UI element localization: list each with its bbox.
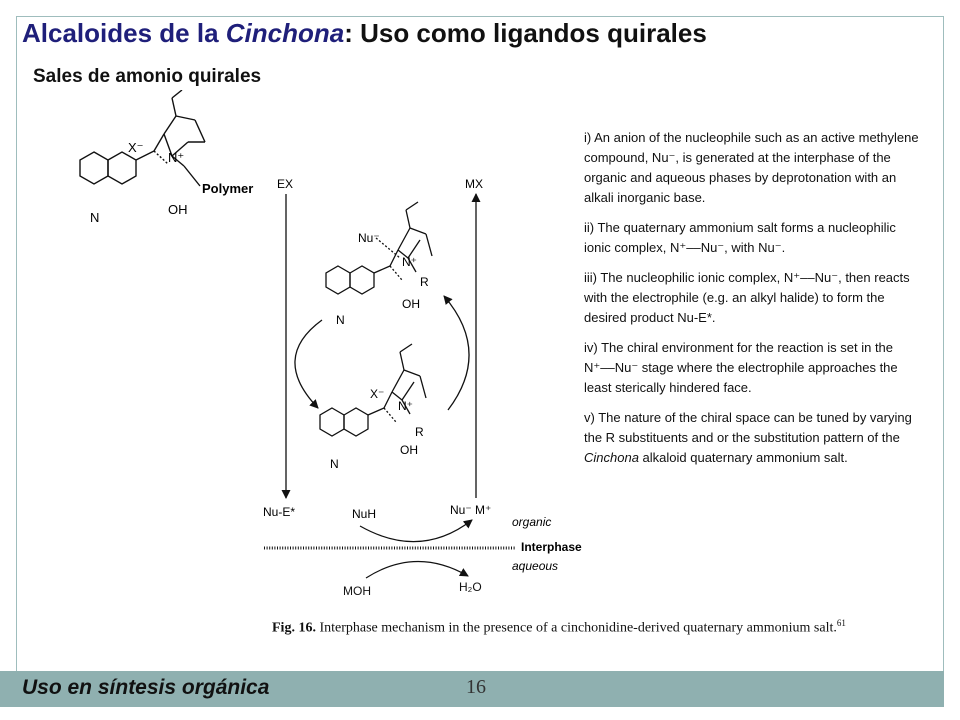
note-2: ii) The quaternary ammonium salt forms a nucleophilic ionic complex, N⁺––Nu⁻, with Nu⁻. [584, 220, 896, 255]
quinoline-ring-a [80, 152, 108, 184]
note-5-text: v) The nature of the chiral space can be tuned by varying the R substituents and or the substitution pattern of the [584, 410, 912, 445]
product-label: Nu-E* [263, 505, 296, 519]
lower-substituent: R [415, 425, 424, 439]
lower-phase-arrow [366, 561, 468, 578]
cycle-arrow-left [295, 320, 322, 408]
note-5 [584, 408, 924, 468]
mechanism-diagram [60, 90, 660, 580]
note-3: iii) The nucleophilic ionic complex, N⁺––Nu⁻, then reacts with the electrophile (e.g. an alkyl halide) to form the desired product Nu-E*. [584, 270, 910, 325]
lower-ring-n: N [330, 457, 339, 471]
upper-nucleophile: Nu⁻ [358, 231, 380, 245]
caption-label: Fig. 16. [272, 620, 316, 636]
caption-ref: 61 [836, 618, 846, 628]
upper-hydroxyl: OH [402, 297, 420, 311]
slide-title [22, 18, 707, 49]
polymer-salt-structure [80, 90, 205, 186]
polymer-label: Polymer [202, 181, 254, 196]
figure-caption [272, 618, 846, 637]
ex-label: EX [277, 177, 294, 191]
upper-ring-n: N [336, 313, 345, 327]
nu-m-label: Nu⁻ M⁺ [450, 503, 492, 517]
polymer-ring-n: N [90, 210, 100, 225]
aqueous-label: aqueous [512, 559, 559, 573]
organic-label: organic [512, 515, 552, 529]
polymer-counterion: X⁻ [128, 140, 144, 155]
polymer-hydroxyl: OH [168, 202, 188, 217]
mechanism-notes [584, 128, 924, 478]
upper-phase-arrow [360, 520, 472, 542]
nuh-label: NuH [352, 507, 377, 521]
water-label: H₂O [459, 580, 482, 594]
note-5-tail: alkaloid quaternary ammonium salt. [638, 450, 848, 465]
upper-complex-structure [326, 202, 432, 294]
page-number: 16 [466, 676, 486, 698]
footer-text: Uso en síntesis orgánica [22, 676, 270, 699]
lower-counterion: X⁻ [370, 387, 385, 401]
lower-hydroxyl: OH [400, 443, 418, 457]
title-prefix: Alcaloides de la [22, 18, 226, 48]
upper-substituent: R [420, 275, 429, 289]
note-5-italic: Cinchona [584, 450, 639, 465]
interphase-label: Interphase [521, 540, 582, 554]
note-1: i) An anion of the nucleophile such as an active methylene compound, Nu⁻, is generated at the interphase of the organic and aqueous phases by deprotonation with an alkali inorganic base. [584, 130, 919, 205]
caption-text: Interphase mechanism in the presence of a cinchonidine-derived quaternary ammonium salt. [315, 620, 837, 636]
upper-ammonium: N⁺ [402, 255, 417, 269]
title-suffix: : Uso como ligandos quirales [344, 18, 707, 48]
polymer-ammonium: N⁺ [168, 150, 185, 165]
quinoline-ring-b [108, 152, 136, 184]
slide-subtitle: Sales de amonio quirales [33, 66, 262, 87]
cycle-arrow-right [444, 296, 469, 410]
lower-ammonium: N⁺ [398, 399, 413, 413]
moh-label: MOH [343, 584, 371, 598]
mx-label: MX [465, 177, 483, 191]
title-italic: Cinchona [225, 18, 345, 48]
note-4: iv) The chiral environment for the reaction is set in the N⁺––Nu⁻ stage where the electrophile approaches the least sterically hindered face. [584, 340, 898, 395]
